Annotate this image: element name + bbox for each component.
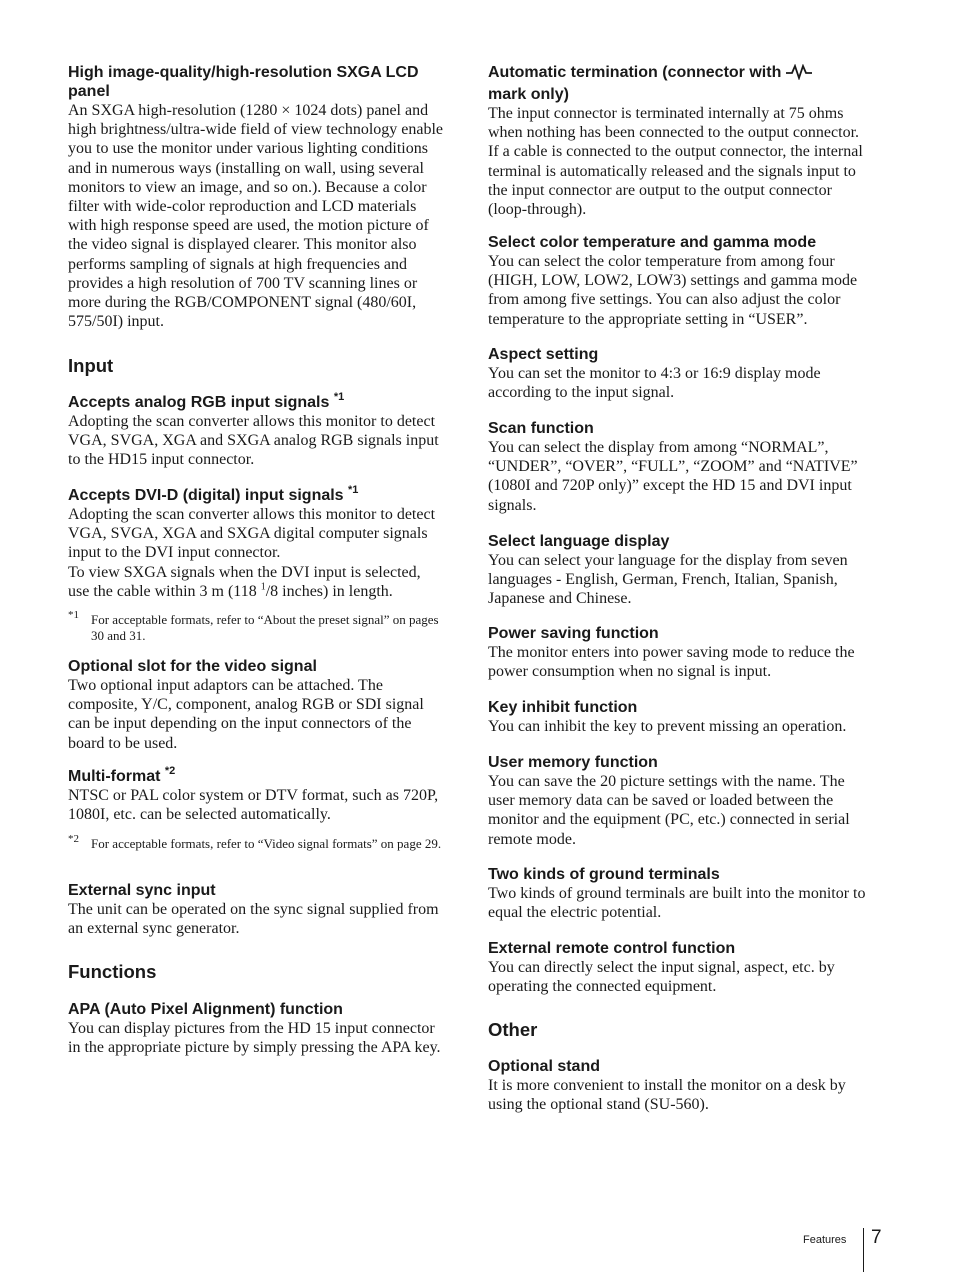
dvi-footnote-ref: *1 [348, 483, 359, 496]
dvi-body-2-b: /8 inches) in length. [265, 582, 393, 600]
sxga-heading: High image-quality/high-resolution SXGA LCD panel [68, 64, 419, 100]
aspect-section [488, 345, 868, 402]
language-heading: Select language display [488, 533, 670, 550]
footnote-2-text: For acceptable formats, refer to “Video signal formats” on page 29. [91, 836, 442, 851]
scan-body: You can select the display from among “NORMAL”, “UNDER”, “OVER”, “FULL”, “ZOOM” and “NATIVE” (1080I and 720P only)” except the HD 15 and DVI input signals. [488, 439, 858, 514]
functions-section-title [68, 961, 444, 983]
sync-body: The unit can be operated on the sync signal supplied from an external sync generator. [68, 901, 439, 938]
apa-section [68, 1000, 444, 1057]
apa-heading: APA (Auto Pixel Alignment) function [68, 1001, 343, 1018]
analog-heading-line [68, 390, 444, 412]
memory-heading: User memory function [488, 754, 658, 771]
dvi-body-1: Adopting the scan converter allows this monitor to detect VGA, SVGA, XGA and SXGA digital computer signals input to the DVI input connector. [68, 506, 436, 562]
footnote-2 [68, 833, 444, 852]
language-section [488, 532, 868, 609]
stand-section [488, 1057, 868, 1114]
color-body: You can select the color temperature from among four (HIGH, LOW, LOW2, LOW3) settings and gamma mode from among five settings. You can also adjust the color temperature to the appropriate setting in “USER”. [488, 253, 858, 328]
footnote-1 [68, 609, 444, 644]
multi-heading-line [68, 764, 444, 786]
dvi-body-2 [68, 563, 444, 601]
dvi-heading-line [68, 483, 444, 505]
remote-heading: External remote control function [488, 940, 736, 957]
analog-section [68, 390, 444, 470]
footnote-1-text: For acceptable formats, refer to “About the preset signal” on pages 30 and 31. [91, 612, 439, 643]
sxga-body: An SXGA high-resolution (1280 × 1024 dots) panel and high brightness/ultra-wide field of view technology enable you to use the monitor under various lighting conditions and in numerous ways (installing on wall, using several monitors to view an image, and so on.). Because a color filter with wide-color reproduction and LCD materials with high response speed are used, the motion picture of the video signal is displayed clearer. This monitor also performs sampling of signals at high frequencies and provides a high resolution of 700 TV scanning lines or more during the RGB/COMPONENT signal (480/60I, 575/50I) input. [68, 102, 444, 331]
scan-section [488, 419, 868, 515]
key-section [488, 698, 868, 736]
multi-body: NTSC or PAL color system or DTV format, such as 720P, 1080I, etc. can be selected automatically. [68, 787, 439, 824]
multi-section [68, 764, 444, 824]
memory-body: You can save the 20 picture settings with the name. The user memory data can be saved or loaded between the monitor and the equipment (PC, etc.) connected in serial remote mode. [488, 773, 850, 848]
footnote-1-mark: *1 [68, 609, 79, 621]
apa-body: You can display pictures from the HD 15 input connector in the appropriate picture by simply pressing the APA key. [68, 1020, 441, 1057]
footer-divider [863, 1228, 864, 1272]
analog-footnote-ref: *1 [333, 390, 345, 403]
termination-section [488, 63, 868, 219]
other-title: Other [488, 1019, 538, 1040]
color-heading: Select color temperature and gamma mode [488, 234, 817, 251]
ground-body: Two kinds of ground terminals are built into the monitor to equal the electric potential. [488, 885, 866, 922]
analog-heading: Accepts analog RGB input signals [68, 394, 330, 411]
input-section-title [68, 355, 444, 377]
ground-heading: Two kinds of ground terminals [488, 866, 720, 883]
sxga-section [68, 63, 444, 331]
dvi-heading: Accepts DVI-D (digital) input signals [68, 487, 344, 504]
power-section [488, 624, 868, 681]
footnote-2-mark: *2 [68, 833, 79, 845]
aspect-heading: Aspect setting [488, 346, 599, 363]
stand-heading: Optional stand [488, 1058, 600, 1075]
termination-heading [488, 63, 868, 104]
memory-section [488, 753, 868, 849]
slot-heading: Optional slot for the video signal [68, 658, 317, 675]
stand-body: It is more convenient to install the monitor on a desk by using the optional stand (SU-560). [488, 1077, 846, 1114]
sync-heading: External sync input [68, 882, 216, 899]
slot-body: Two optional input adaptors can be attached. The composite, Y/C, component, analog RGB or SDI signal can be input depending on the input connectors of the board to be used. [68, 677, 424, 752]
footer-section-label: Features [803, 1234, 847, 1246]
dvi-body-2-a: To view SXGA signals when the DVI input is selected, use the cable within 3 m (118 [68, 563, 421, 600]
color-section [488, 233, 868, 329]
functions-title: Functions [68, 961, 157, 982]
multi-footnote-ref: *2 [164, 764, 176, 777]
dvi-body-2-sup: 1 [260, 581, 266, 593]
aspect-body: You can set the monitor to 4:3 or 16:9 display mode according to the input signal. [488, 365, 821, 402]
power-body: The monitor enters into power saving mode to reduce the power consumption when no signal is input. [488, 644, 855, 681]
scan-heading: Scan function [488, 420, 594, 437]
key-body: You can inhibit the key to prevent missing an operation. [488, 718, 847, 735]
slot-section [68, 657, 444, 753]
termination-heading-a: Automatic termination (connector with [488, 64, 782, 81]
language-body: You can select your language for the display from seven languages - English, German, French, Italian, Spanish, Japanese and Chinese. [488, 552, 848, 608]
input-title: Input [68, 355, 114, 376]
multi-heading: Multi-format [68, 768, 161, 785]
other-section-title [488, 1019, 868, 1041]
loop-through-mark-icon [785, 64, 813, 85]
sync-section [68, 881, 444, 938]
power-heading: Power saving function [488, 625, 659, 642]
remote-body: You can directly select the input signal, aspect, etc. by operating the connected equipment. [488, 959, 835, 996]
termination-body: The input connector is terminated internally at 75 ohms when nothing has been connected to the output connector. If a cable is connected to the output connector, the internal terminal is automatically released and the signals input to the input connector are output to the output connector (loop-through). [488, 105, 863, 219]
remote-section [488, 939, 868, 996]
dvi-section [68, 483, 444, 601]
key-heading: Key inhibit function [488, 699, 638, 716]
analog-body: Adopting the scan converter allows this monitor to detect VGA, SVGA, XGA and SXGA analog RGB signals input to the HD15 input connector. [68, 413, 439, 469]
ground-section [488, 865, 868, 922]
page-number: 7 [871, 1227, 882, 1248]
termination-heading-b: mark only) [488, 86, 569, 103]
